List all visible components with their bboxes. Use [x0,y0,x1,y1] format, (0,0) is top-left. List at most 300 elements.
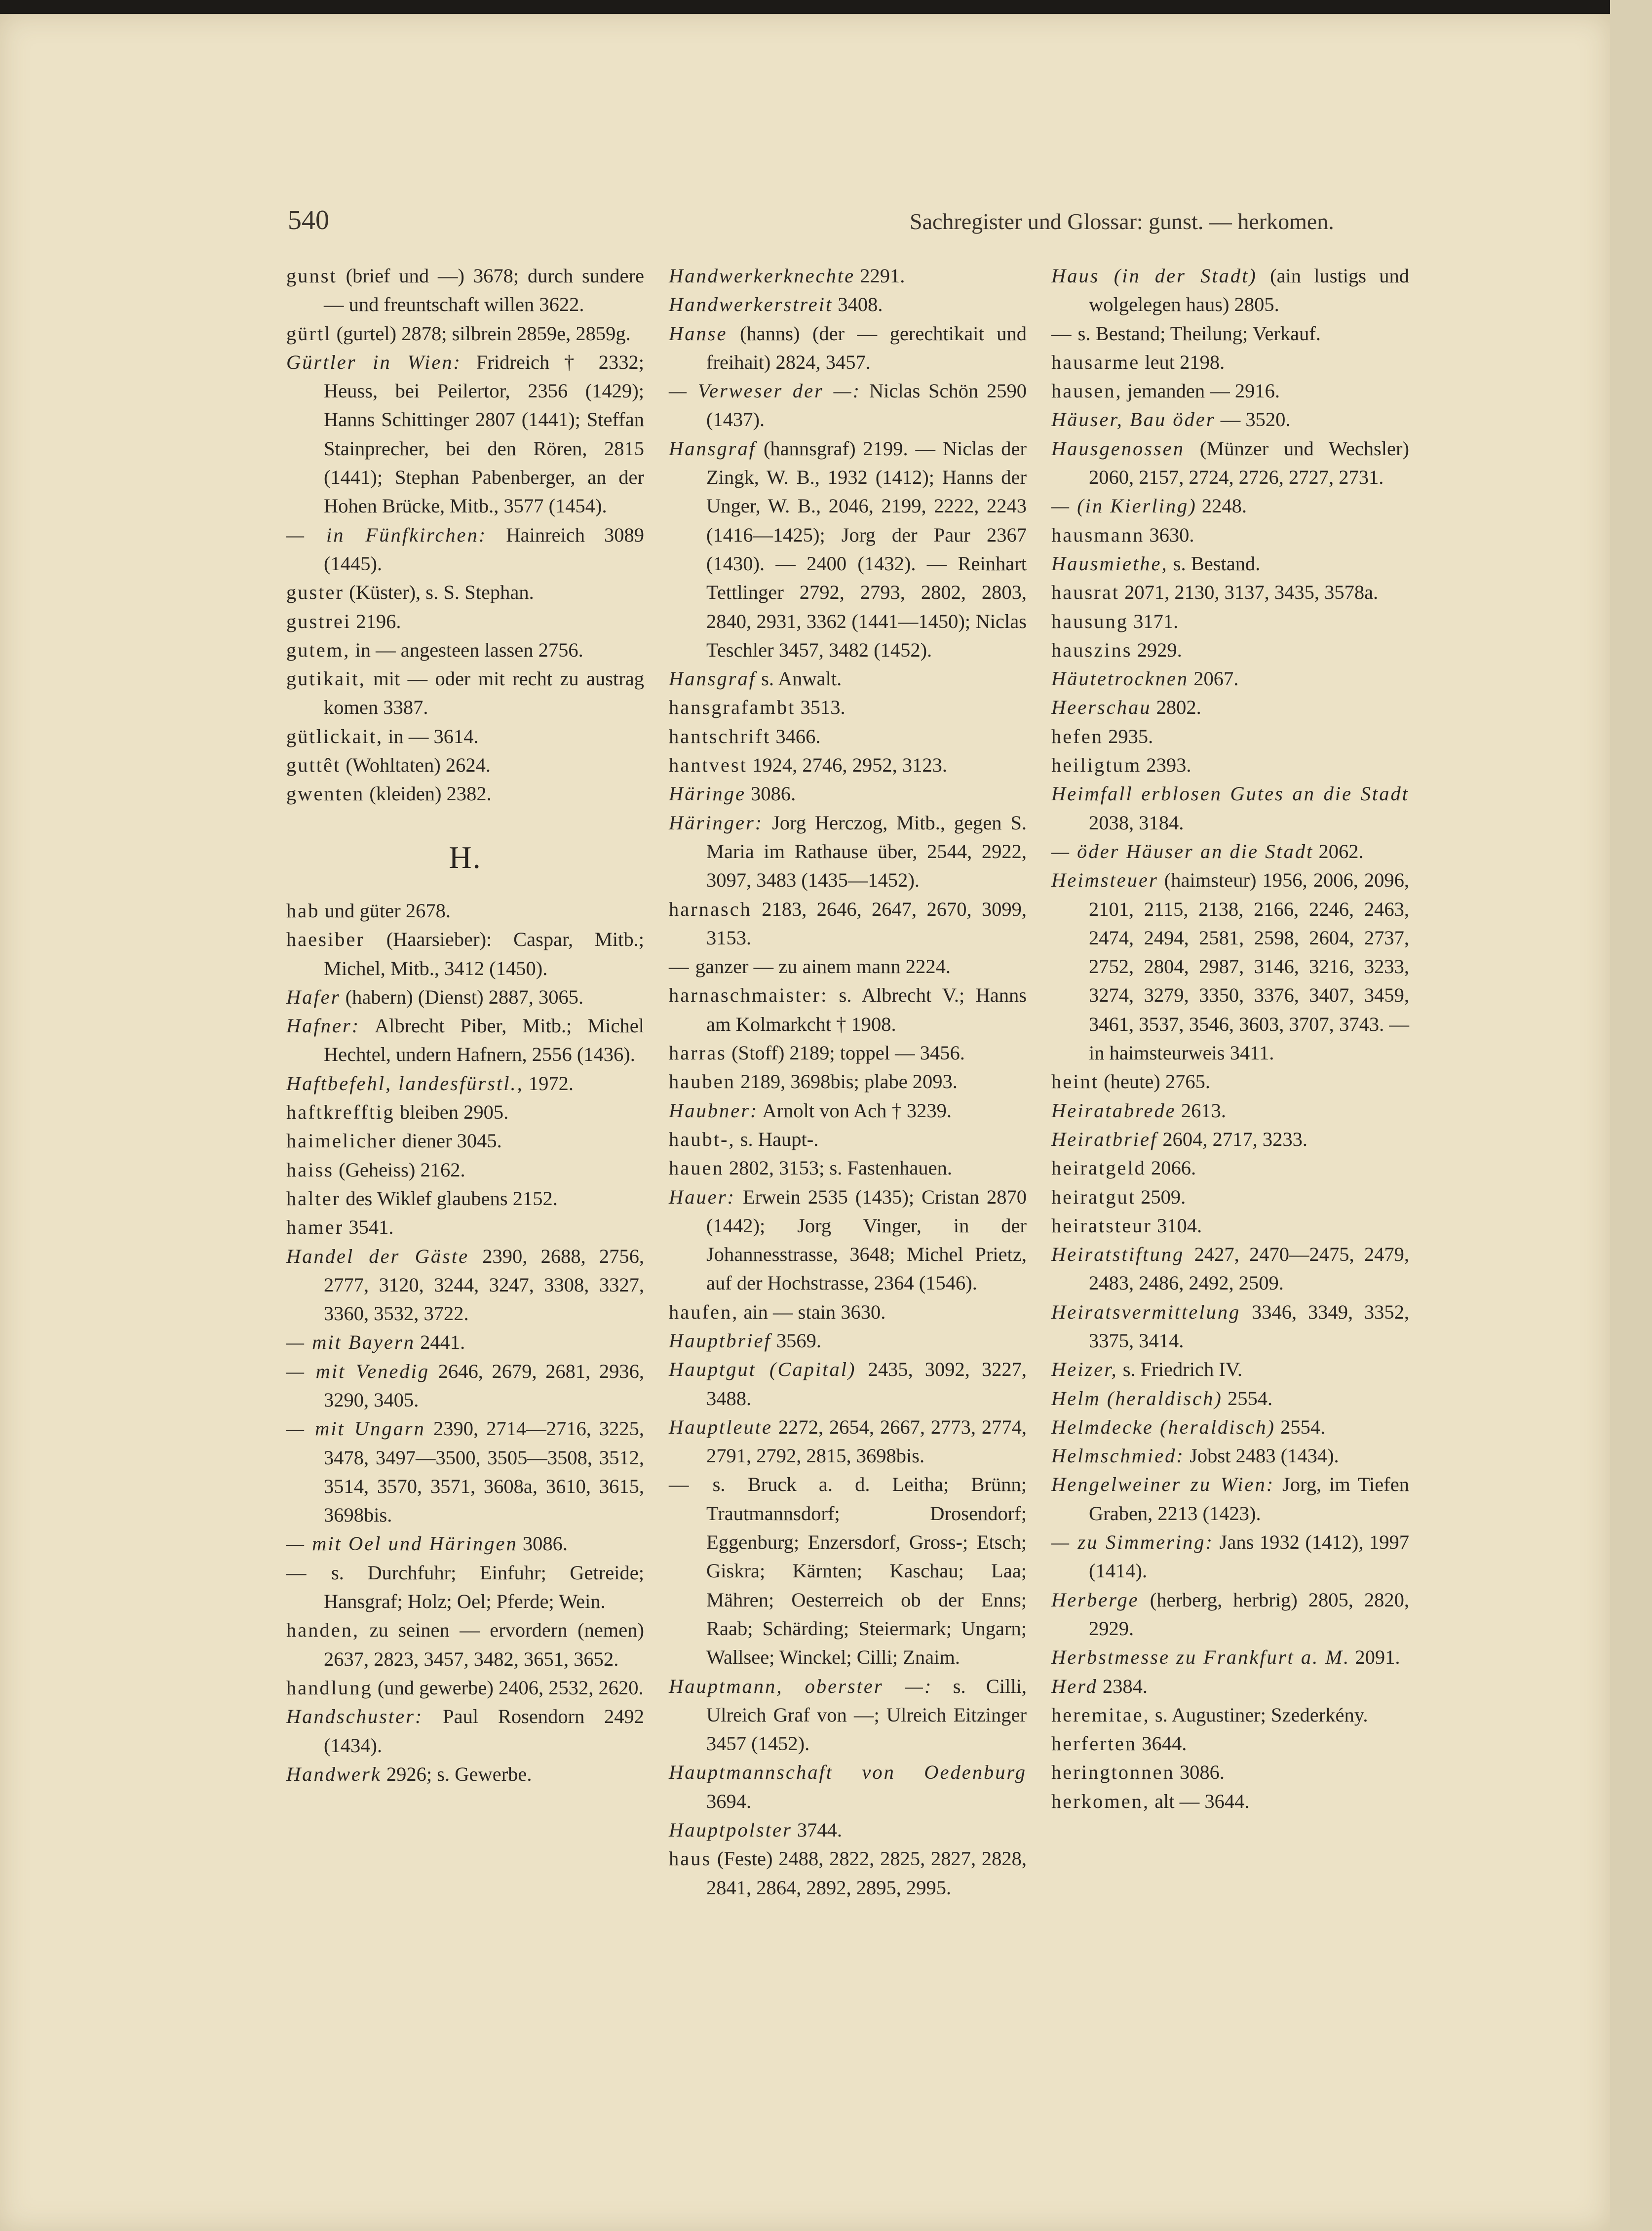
entry-references: 3086. [522,1532,568,1555]
entry-references: 2248. [1201,495,1247,517]
entry-references: Jorg Herczog, Mitb., gegen S. Maria im Rathause über, 2544, 2922, 3097, 3483 (1435—1452). [706,811,1027,892]
entry-references: (Stoff) 2189; toppel — 3456. [731,1042,965,1064]
entry-lemma: Heizer, [1051,1358,1118,1381]
index-entry [1051,434,1409,492]
entry-lemma: Handschuster: [286,1705,423,1728]
entry-references: (Haarsieber): Caspar, Mitb.; Michel, Mitb., 3412 (1450). [324,928,644,979]
index-entry [286,751,644,780]
entry-references: 2189, 3698bis; plabe 2093. [740,1070,958,1093]
entry-references: 2613. [1181,1099,1226,1122]
entry-lemma: Helmschmied: [1051,1445,1185,1467]
index-entry [669,1154,1027,1182]
entry-references: 3466. [775,725,821,747]
index-entry [1051,1442,1409,1470]
entry-lemma: Hauptmann, oberster —: [669,1675,933,1697]
index-entry [669,1067,1027,1096]
index-entry [286,1127,644,1155]
entry-references: Jorg, im Tiefen Graben, 2213 (1423). [1089,1473,1409,1525]
entry-lemma: — öder Häuser an die Stadt [1051,840,1314,862]
entry-lemma: Handwerkerknechte [669,265,855,287]
entry-references: s. Bestand; Theilung; Verkauf. [1077,322,1321,345]
index-entry [286,607,644,636]
index-entry [669,377,1027,434]
entry-references: (Münzer und Wechsler) 2060, 2157, 2724, 2726, 2727, 2731. [1089,437,1410,489]
index-entry [286,1156,644,1184]
entry-references: (herberg, herbrig) 2805, 2820, 2929. [1089,1588,1409,1640]
index-entry [286,1357,644,1415]
entry-references: — 3520. [1220,408,1291,431]
entry-references: 2291. [860,265,905,287]
entry-references: (habern) (Dienst) 2887, 3065. [345,985,584,1008]
entry-lemma: Hafer [286,985,341,1008]
entry-lemma: hausrat [1051,581,1119,604]
entry-references: Arnolt von Ach † 3239. [762,1099,952,1122]
index-entry [669,895,1027,953]
entry-lemma: — Verweser der —: [669,380,861,402]
entry-lemma: Hauptmannschaft von Oedenburg [669,1761,1027,1784]
entry-lemma: heiratgeld [1051,1157,1146,1179]
index-entry [286,925,644,983]
entry-lemma: — [669,1473,691,1496]
index-entry [286,1702,644,1760]
entry-references: 3171. [1133,610,1179,632]
entry-lemma: guttêt [286,754,341,777]
entry-references: 2441. [420,1331,465,1354]
entry-lemma: hauben [669,1070,735,1093]
entry-lemma: gustrei [286,610,351,632]
entry-references: Hainreich 3089 (1445). [324,523,644,575]
index-column-1 [286,262,644,1789]
index-entry [669,751,1027,780]
index-entry [286,1184,644,1213]
entry-lemma: — [669,955,691,978]
entry-references: ain — stain 3630. [743,1300,886,1323]
entry-references: s. Anwalt. [761,667,842,690]
entry-lemma: Herd [1051,1675,1098,1697]
entry-references: 2554. [1227,1387,1273,1409]
running-head-title: Sachregister und Glossar: gunst. — herkomen. [910,209,1334,234]
entry-lemma: — mit Venedig [286,1360,430,1382]
entry-references: (brief und —) 3678; durch sundere — und freuntschaft willen 3622. [324,265,644,316]
entry-references: 2435, 3092, 3227, 3488. [706,1358,1027,1409]
entry-references: in — 3614. [388,725,479,747]
entry-references: s. Augustiner; Szederkény. [1154,1703,1368,1726]
entry-references: 2091. [1355,1646,1400,1669]
index-entry [286,1674,644,1702]
index-column-2 [669,262,1027,1902]
index-entry [1051,1067,1409,1096]
index-entry [669,780,1027,808]
entry-lemma: handen, [286,1619,360,1642]
entry-references: 2071, 2130, 3137, 3435, 3578a. [1124,581,1379,604]
index-entry [286,722,644,751]
entry-lemma: hauszins [1051,638,1132,661]
entry-lemma: Herbstmesse zu Frankfurt a. M. [1051,1646,1350,1669]
entry-references: in — angesteen lassen 2756. [355,638,583,661]
index-entry [669,1096,1027,1125]
entry-lemma: Herberge [1051,1588,1139,1611]
entry-references: diener 3045. [402,1130,502,1152]
entry-lemma: — [286,1561,308,1584]
entry-references: zu seinen — ervordern (nemen) 2637, 2823, 3457, 3482, 3651, 3652. [324,1619,645,1670]
entry-lemma: Heiratabrede [1051,1099,1176,1122]
entry-lemma: heiligtum [1051,754,1142,777]
page-number: 540 [288,205,329,235]
entry-lemma: Hansgraf [669,437,757,460]
index-entry [669,952,1027,981]
index-entry [286,1616,644,1674]
entry-references: Jans 1932 (1412), 1997 (1414). [1089,1531,1409,1582]
section-heading: H. [449,839,482,875]
index-entry [1051,1586,1409,1644]
index-entry [1051,1413,1409,1442]
entry-references: s. Durchfuhr; Einfuhr; Getreide; Hansgraf; Holz; Oel; Pferde; Wein. [324,1561,644,1613]
index-entry [1051,1470,1409,1528]
index-entry [286,983,644,1012]
entry-lemma: Hanse [669,322,728,345]
index-entry [669,1672,1027,1759]
index-entry [286,1559,644,1616]
index-entry [1051,837,1409,866]
index-entry [669,1183,1027,1298]
entry-lemma: hausarme [1051,351,1140,373]
entry-lemma: guster [286,581,344,604]
index-entry [1051,1212,1409,1240]
entry-references: 3630. [1149,523,1194,546]
entry-references: s. Cilli, Ulreich Graf von —; Ulreich Eitzinger 3457 (1452). [706,1675,1027,1755]
entry-lemma: — in Fünfkirchen: [286,523,487,546]
entry-lemma: Handwerkerstreit [669,293,833,316]
entry-references: 2802, 3153; s. Fastenhauen. [729,1157,953,1179]
index-entry [286,262,644,319]
entry-lemma: Hauer: [669,1185,735,1208]
entry-lemma: hauen [669,1157,724,1179]
entry-references: 2604, 2717, 3233. [1162,1128,1307,1150]
entry-lemma: Häringe [669,783,746,805]
entry-references: Erwein 2535 (1435); Cristan 2870 (1442); Jorg Vinger, in der Johannesstrasse, 3648; Michel Prietz, auf der Hochstrasse, 2364 (1546). [706,1185,1027,1294]
entry-references: (hanns) (der — gerechtikait und freihait) 2824, 3457. [706,322,1027,373]
entry-lemma: herferten [1051,1732,1137,1755]
entry-references: 2427, 2470—2475, 2479, 2483, 2486, 2492, 2509. [1089,1243,1410,1294]
entry-references: 3569. [776,1329,821,1352]
entry-references: alt — 3644. [1154,1790,1250,1812]
index-entry [1051,665,1409,693]
index-entry [1051,377,1409,405]
entry-references: 2390, 2714—2716, 3225, 3478, 3497—3500, 3505—3508, 3512, 3514, 3570, 3571, 3608a, 3610, 3615, 3698bis. [324,1417,645,1526]
entry-lemma: Hauptleute [669,1415,772,1438]
index-entry [1051,722,1409,751]
entry-references: 2390, 2688, 2756, 2777, 3120, 3244, 3247, 3308, 3327, 3360, 3532, 3722. [324,1245,645,1325]
index-entry [1051,1787,1409,1816]
index-entry [1051,549,1409,578]
index-entry [1051,1758,1409,1787]
index-entry [286,1213,644,1242]
entry-references: 3086. [1179,1761,1225,1784]
entry-lemma: gutem, [286,638,350,661]
entry-references: 2067. [1193,667,1239,690]
entry-references: ganzer — zu ainem mann 2224. [695,955,951,978]
entry-lemma: hausen, [1051,380,1122,402]
entry-references: 3644. [1142,1732,1187,1755]
entry-references: s. Albrecht V.; Hanns am Kolmarkcht † 1908. [706,984,1027,1035]
running-head [288,204,1408,239]
index-entry [1051,1096,1409,1125]
index-entry [1051,1672,1409,1701]
entry-lemma: — mit Bayern [286,1331,415,1354]
entry-lemma: hausung [1051,610,1128,632]
entry-references: 2393. [1146,754,1191,777]
entry-lemma: harras [669,1042,727,1064]
entry-references: 2646, 2679, 2681, 2936, 3290, 3405. [324,1360,645,1411]
index-entry [286,1760,644,1789]
index-entry [1051,751,1409,780]
index-entry [669,1844,1027,1902]
index-entry [286,1414,644,1529]
index-entry [669,981,1027,1039]
entry-references: 2802. [1156,696,1201,719]
entry-lemma: Hausmiethe, [1051,552,1168,575]
entry-lemma: harnasch [669,898,752,920]
entry-lemma: — mit Oel und Häringen [286,1532,518,1555]
entry-references: 2062. [1318,840,1364,862]
entry-lemma: Hauptgut (Capital) [669,1358,856,1381]
entry-lemma: Haubner: [669,1099,759,1122]
entry-references: 2509. [1141,1185,1186,1208]
entry-lemma: Haus (in der Stadt) [1051,265,1257,287]
index-entry [286,897,644,925]
entry-lemma: Handwerk [286,1762,382,1785]
entry-lemma: Helmdecke (heraldisch) [1051,1415,1275,1438]
entry-lemma: hab [286,899,320,922]
entry-lemma: hantschrift [669,725,771,747]
index-entry [1051,1643,1409,1672]
entry-references: 2066. [1151,1157,1196,1179]
entry-lemma: Heimsteuer [1051,869,1158,892]
entry-references: (hannsgraf) 2199. — Niclas der Zingk, W. B., 1932 (1412); Hanns der Unger, W. B., 2046, 2199, 2222, 2243 (1416—1425); Jorg der Paur 2367 (1430). — 2400 (1432). — Reinhart Tettlinger 2792, 2793, 2802, 2803, 2840, 2931, 3362 (1441—1450); Niclas Teschler 3457, 3482 (1452). [706,437,1027,661]
index-entry [669,434,1027,665]
index-entry [1051,1355,1409,1384]
index-entry [1051,636,1409,665]
entry-references: (Küster), s. S. Stephan. [349,581,534,604]
entry-references: (Feste) 2488, 2822, 2825, 2827, 2828, 2841, 2864, 2892, 2895, 2995. [706,1847,1027,1899]
index-entry [1051,1701,1409,1729]
index-entry [1051,319,1409,348]
entry-lemma: hantvest [669,754,747,777]
entry-lemma: heiratsteur [1051,1214,1152,1237]
entry-lemma: — [1051,322,1073,345]
entry-references: bleiben 2905. [399,1101,509,1124]
index-entry [1051,578,1409,607]
entry-lemma: Heimfall erblosen Gutes an die Stadt [1051,783,1409,805]
entry-references: 3408. [838,293,883,316]
index-entry [1051,607,1409,636]
entry-lemma: Heiratbrief [1051,1128,1158,1150]
entry-lemma: harnaschmaister: [669,984,828,1007]
entry-lemma: hefen [1051,725,1103,747]
index-entry [1051,262,1409,319]
entry-references: (haimsteur) 1956, 2006, 2096, 2101, 2115, 2138, 2166, 2246, 2463, 2474, 2494, 2581, 2598, 2604, 2737, 2752, 2804, 2987, 3146, 3216, 3233, 3274, 3279, 3350, 3376, 3407, 3459, 3461, 3537, 3546, 3603, 3707, 3743. — in haimsteurweis 3411. [1089,869,1409,1064]
entry-lemma: haimelicher [286,1130,397,1152]
entry-references: (Geheiss) 2162. [339,1158,465,1181]
entry-references: 3513. [800,696,845,719]
entry-lemma: Hauptpolster [669,1819,792,1841]
entry-references: 3086. [751,783,796,805]
entry-lemma: heiratgut [1051,1185,1136,1208]
entry-lemma: Hansgraf [669,667,757,690]
entry-references: leut 2198. [1145,351,1225,373]
entry-lemma: Häringer: [669,811,764,834]
entry-lemma: Helm (heraldisch) [1051,1387,1223,1409]
entry-lemma: — zu Simmering: [1051,1531,1214,1554]
index-entry [669,1355,1027,1413]
entry-lemma: Hausgenossen [1051,437,1185,460]
index-entry [286,521,644,579]
entry-lemma: Heiratsvermittelung [1051,1300,1241,1323]
index-entry [669,1298,1027,1327]
entry-lemma: herkomen, [1051,1790,1150,1812]
index-entry [1051,492,1409,520]
index-entry [286,319,644,348]
entry-lemma: heint [1051,1070,1099,1093]
index-entry [669,1758,1027,1816]
index-entry [1051,1298,1409,1356]
entry-references: 3744. [797,1819,843,1841]
index-entry [1051,1384,1409,1413]
entry-references: (Wohltaten) 2624. [346,754,491,777]
index-entry [669,1039,1027,1067]
index-entry [669,665,1027,693]
index-entry [1051,780,1409,837]
entry-lemma: hausmann [1051,523,1145,546]
entry-references: 3694. [706,1790,752,1812]
index-entry [669,722,1027,751]
entry-lemma: gunst [286,265,337,287]
entry-lemma: gütlickait, [286,725,384,747]
index-entry [669,693,1027,722]
entry-lemma: Handel der Gäste [286,1245,469,1267]
entry-references: (und gewerbe) 2406, 2532, 2620. [377,1676,644,1699]
entry-references: (heute) 2765. [1104,1070,1211,1093]
entry-lemma: — (in Kierling) [1051,495,1197,517]
index-entry [1051,405,1409,434]
entry-lemma: haftkrefftig [286,1101,395,1124]
index-entry [669,1327,1027,1355]
index-entry [286,780,644,808]
entry-references: 2926; s. Gewerbe. [386,1762,532,1785]
index-entry [1051,693,1409,722]
index-entry [1051,866,1409,1067]
entry-references: Paul Rosendorn 2492 (1434). [324,1705,644,1757]
index-entry [669,1816,1027,1844]
index-entry [286,578,644,607]
entry-lemma: haufen, [669,1300,739,1323]
entry-lemma: Hengelweiner zu Wien: [1051,1473,1275,1496]
entry-references: 2183, 2646, 2647, 2670, 3099, 3153. [706,898,1027,949]
index-entry [286,1069,644,1098]
entry-lemma: heremitae, [1051,1703,1150,1726]
index-entry [286,1529,644,1558]
entry-lemma: heringtonnen [1051,1761,1175,1784]
index-entry [286,1012,644,1069]
entry-references: 2935. [1108,725,1153,747]
entry-references: Niclas Schön 2590 (1437). [706,380,1027,431]
entry-references: jemanden — 2916. [1127,380,1280,402]
entry-references: (ain lustigs und wolgelegen haus) 2805. [1089,265,1409,316]
index-entry [1051,521,1409,549]
entry-lemma: Haftbefehl, landesfürstl., [286,1072,524,1095]
index-entry [669,1125,1027,1154]
index-entry [1051,1240,1409,1298]
entry-lemma: halter [286,1187,341,1210]
entry-references: 2196. [356,610,401,632]
index-entry [286,665,644,722]
entry-lemma: gürtl [286,322,332,345]
index-entry [669,319,1027,377]
index-entry [286,1242,644,1329]
entry-lemma: handlung [286,1676,373,1699]
entry-references: 3541. [348,1216,394,1239]
entry-lemma: Häutetrocknen [1051,667,1189,690]
index-entry [669,262,1027,290]
index-entry [669,809,1027,895]
entry-references: s. Bruck a. d. Leitha; Brünn; Trautmannsdorf; Drosendorf; Eggenburg; Enzersdorf, Gross-; Etsch; Giskra; Kärnten; Kaschau; Laa; Mähren; Oesterreich ob der Enns; Raab; Schärding; Steiermark; Ungarn; Wallsee; Winckel; Cilli; Znaim. [706,1473,1027,1669]
entry-references: 2384. [1102,1675,1148,1697]
index-entry [1051,1528,1409,1586]
entry-lemma: Heiratstiftung [1051,1243,1185,1266]
index-entry [1051,1729,1409,1758]
index-entry [669,1470,1027,1672]
entry-lemma: gwenten [286,783,365,805]
index-entry [1051,1154,1409,1182]
entry-lemma: Hafner: [286,1015,360,1037]
entry-references: s. Bestand. [1173,552,1261,575]
index-entry [286,1098,644,1127]
index-entry [286,1328,644,1357]
entry-lemma: Gürtler in Wien: [286,351,462,373]
entry-references: 2038, 3184. [1089,811,1184,834]
index-entry [1051,1183,1409,1212]
entry-references: Albrecht Piber, Mitb.; Michel Hechtel, undern Hafnern, 2556 (1436). [324,1015,645,1066]
entry-references: (gurtel) 2878; silbrein 2859e, 2859g. [336,322,631,345]
index-column-3 [1051,262,1409,1816]
index-entry [1051,348,1409,377]
entry-lemma: hansgrafambt [669,696,796,719]
index-entry [286,348,644,521]
index-entry [669,1413,1027,1471]
entry-lemma: haus [669,1847,712,1870]
entry-references: 1972. [528,1072,574,1095]
index-entry [669,290,1027,319]
entry-references: s. Friedrich IV. [1122,1358,1242,1381]
index-entry [1051,1125,1409,1154]
entry-lemma: haubt-, [669,1128,735,1150]
entry-references: 3346, 3349, 3352, 3375, 3414. [1089,1300,1410,1352]
entry-references: 1924, 2746, 2952, 3123. [752,754,947,777]
entry-references: (kleiden) 2382. [369,783,492,805]
entry-references: 3104. [1157,1214,1202,1237]
entry-lemma: — mit Ungarn [286,1417,425,1440]
entry-lemma: Hauptbrief [669,1329,771,1352]
entry-references: des Wiklef glaubens 2152. [346,1187,558,1210]
entry-references: Fridreich † 2332; Heuss, bei Peilertor, 2356 (1429); Hanns Schittinger 2807 (1441); Steffan Stainprecher, bei den Rören, 2815 (1441); Stephan Pabenberger, an der Hohen Brücke, Mitb., 3577 (1454). [324,351,644,517]
entry-references: mit — oder mit recht zu austrag komen 3387. [324,667,644,719]
entry-references: 2272, 2654, 2667, 2773, 2774, 2791, 2792, 2815, 3698bis. [706,1415,1027,1467]
entry-lemma: Heerschau [1051,696,1152,719]
entry-lemma: hamer [286,1216,344,1239]
entry-lemma: gutikait, [286,667,366,690]
entry-references: Jobst 2483 (1434). [1190,1445,1339,1467]
entry-references: und güter 2678. [324,899,451,922]
